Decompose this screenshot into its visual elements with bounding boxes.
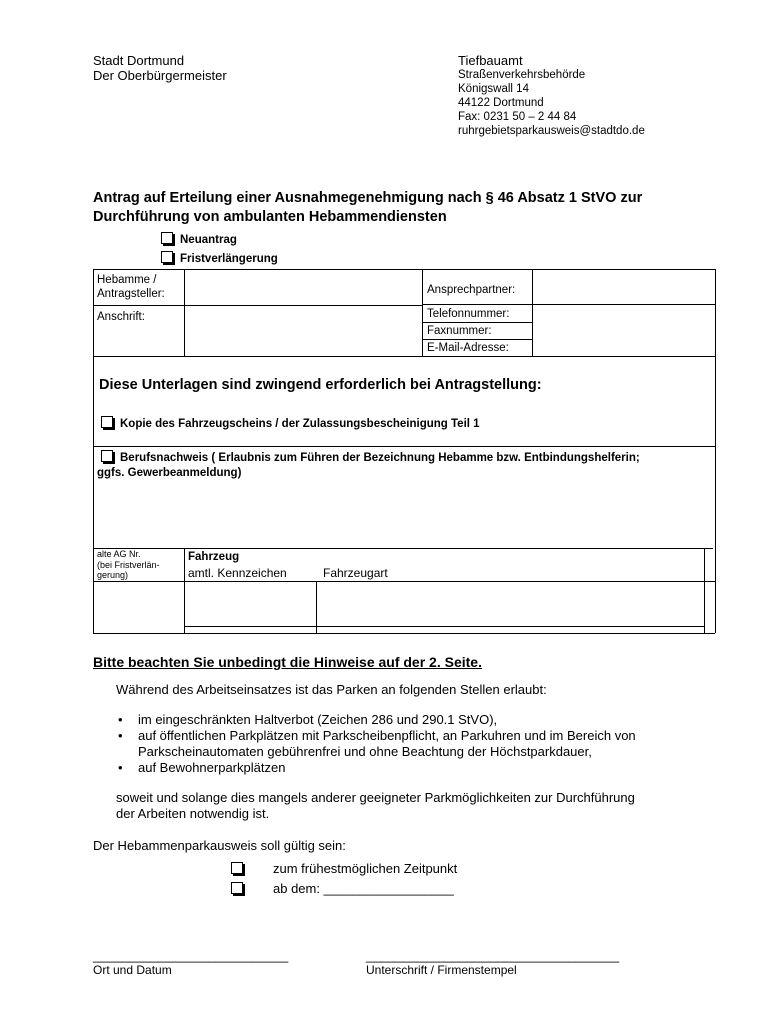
signature-line[interactable]: ___________________________________: [366, 948, 620, 963]
vehicle-type-label: Fahrzeugart: [323, 566, 388, 580]
address-label: Anschrift:: [97, 311, 145, 323]
old-ag-number-line-1: alte AG Nr.: [97, 549, 141, 559]
signature-label: Unterschrift / Firmenstempel: [366, 963, 517, 977]
email-label: E-Mail-Adresse:: [427, 342, 509, 354]
checkbox-icon[interactable]: [231, 862, 243, 874]
address-block: [458, 53, 645, 138]
city: 44122 Dortmund: [458, 97, 544, 109]
notice-outro: [116, 790, 635, 821]
validity-label: Der Hebammenparkausweis soll gültig sein:: [93, 838, 346, 853]
document-item-proof-line-1: Berufsnachweis ( Erlaubnis zum Führen der Bezeichnung Hebamme bzw. Entbindungshelferin;: [120, 452, 640, 464]
fax-input[interactable]: [534, 323, 714, 338]
vehicle-type-input[interactable]: [318, 583, 703, 625]
document-item-proof-line-2: ggfs. Gewerbeanmeldung): [97, 467, 242, 479]
issuer-office: Der Oberbürgermeister: [93, 68, 227, 83]
applicant-label-1: Hebamme /: [97, 274, 157, 286]
street: Königswall 14: [458, 83, 529, 95]
applicant-label-2: Antragsteller:: [97, 288, 165, 300]
bullet-icon: •: [118, 760, 123, 775]
address-input[interactable]: [186, 307, 420, 355]
dept-name: Straßenverkehrsbehörde: [458, 69, 586, 81]
place-date-line[interactable]: ___________________________: [93, 948, 289, 963]
validity-option-earliest-label: zum frühestmöglichen Zeitpunkt: [273, 861, 458, 876]
option-extension[interactable]: [161, 251, 278, 265]
allowed-place-3: auf Bewohnerparkplätzen: [138, 760, 286, 775]
applicant-input[interactable]: [186, 271, 420, 304]
notice-intro: Während des Arbeitseinsatzes ist das Parken an folgenden Stellen erlaubt:: [116, 682, 547, 697]
old-ag-number-line-3: gerung): [97, 570, 129, 580]
fax: Fax: 0231 50 – 2 44 84: [458, 111, 577, 123]
notice-outro-line-1: soweit und solange dies mangels anderer geeigneter Parkmöglichkeiten zur Durchführung: [116, 790, 635, 805]
vehicle-heading: Fahrzeug: [188, 551, 240, 563]
old-ag-number-label: [97, 549, 160, 581]
document-item-registration[interactable]: [101, 416, 480, 430]
documents-heading: Diese Unterlagen sind zwingend erforderlich bei Antragstellung:: [99, 377, 542, 393]
applicant-label: [97, 273, 165, 301]
email: ruhrgebietsparkausweis@stadtdo.de: [458, 125, 645, 137]
office-name: Tiefbauamt: [458, 53, 523, 68]
form-title: [93, 189, 733, 227]
phone-input[interactable]: [534, 306, 714, 321]
checkbox-icon[interactable]: [101, 450, 113, 462]
issuer-city: Stadt Dortmund: [93, 53, 185, 68]
document-item-registration-label: Kopie des Fahrzeugscheins / der Zulassungsbescheinigung Teil 1: [120, 418, 480, 430]
allowed-place-2-line-1: auf öffentlichen Parkplätzen mit Parkscheibenpflicht, an Parkuhren und im Bereich von: [138, 728, 636, 743]
title-line-2: Durchführung von ambulanten Hebammendiensten: [93, 209, 447, 225]
checkbox-icon[interactable]: [161, 251, 173, 263]
bullet-icon: •: [118, 712, 123, 727]
validity-date-field[interactable]: ab dem: __________________: [273, 881, 454, 896]
option-new[interactable]: [161, 232, 237, 246]
validity-option-date[interactable]: [231, 881, 454, 897]
contact-label: Ansprechpartner:: [427, 284, 516, 296]
bullet-icon: •: [118, 728, 123, 743]
document-item-proof[interactable]: [97, 450, 712, 481]
phone-label: Telefonnummer:: [427, 308, 510, 320]
fax-label: Faxnummer:: [427, 325, 492, 337]
allowed-place-2: [138, 728, 636, 759]
validity-option-earliest[interactable]: [231, 861, 457, 877]
old-ag-number-line-2: (bei Fristverlän-: [97, 559, 160, 570]
notice-outro-line-2: der Arbeiten notwendig ist.: [116, 805, 270, 821]
old-ag-number-input[interactable]: [95, 583, 183, 632]
place-date-label: Ort und Datum: [93, 963, 172, 977]
checkbox-icon[interactable]: [161, 232, 173, 244]
allowed-place-1: im eingeschränkten Haltverbot (Zeichen 286 und 290.1 StVO),: [138, 712, 498, 727]
plate-label: amtl. Kennzeichen: [188, 566, 287, 580]
option-extension-label: Fristverlängerung: [180, 253, 278, 265]
option-new-label: Neuantrag: [180, 234, 237, 246]
title-line-1: Antrag auf Erteilung einer Ausnahmegenehmigung nach § 46 Absatz 1 StVO zur: [93, 190, 643, 206]
checkbox-icon[interactable]: [231, 882, 243, 894]
allowed-place-2-line-2: Parkscheinautomaten gebührenfrei und ohne Beachtung der Höchstparkdauer,: [138, 743, 592, 759]
notice-heading: Bitte beachten Sie unbedingt die Hinweise auf der 2. Seite.: [93, 654, 482, 670]
plate-input[interactable]: [186, 583, 315, 625]
checkbox-icon[interactable]: [101, 416, 113, 428]
email-input[interactable]: [534, 340, 714, 355]
contact-input[interactable]: [534, 271, 714, 303]
issuer-block: [93, 53, 227, 83]
